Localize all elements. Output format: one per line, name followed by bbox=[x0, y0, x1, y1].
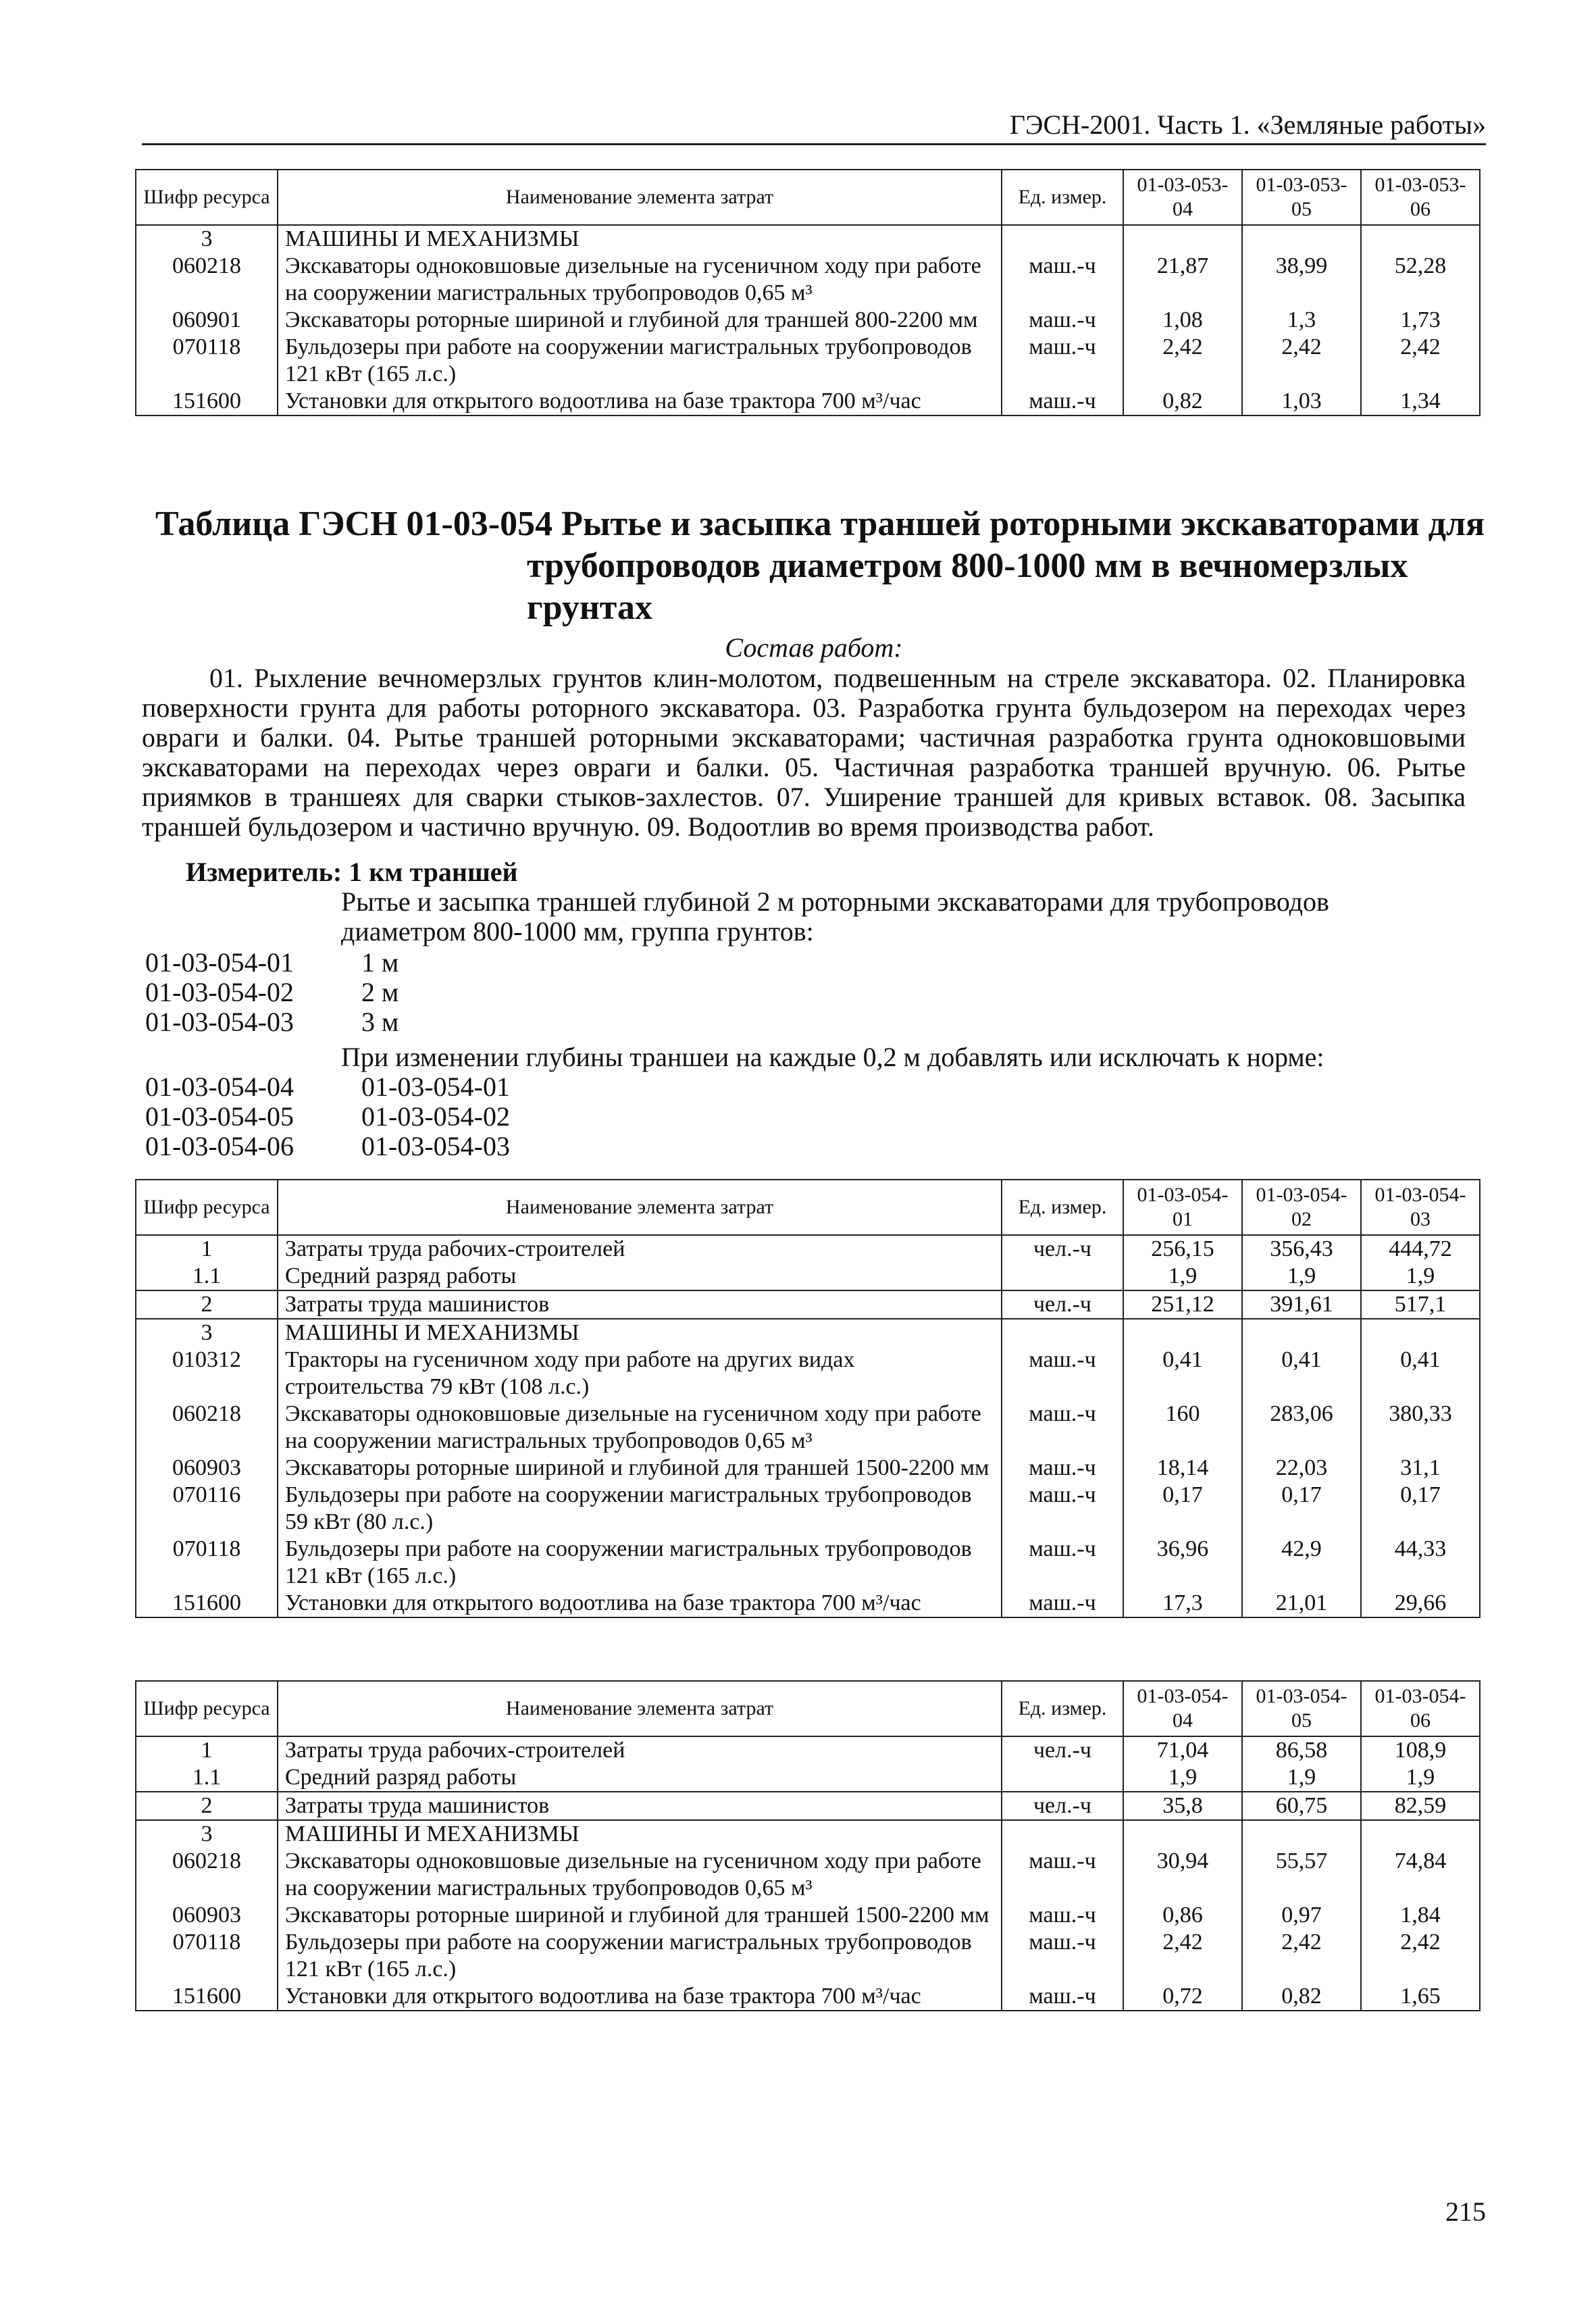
norm-value-cell: 1,9 bbox=[1361, 1764, 1480, 1792]
resource-code-cell: 060218 bbox=[136, 1401, 278, 1455]
cost-element-name-cell: Затраты труда рабочих-строителей bbox=[278, 1736, 1002, 1764]
norm-value-cell: 2,42 bbox=[1242, 1929, 1361, 1983]
cost-element-name-cell: Установки для открытого водоотлива на базе трактора 700 м³/час bbox=[278, 1590, 1002, 1617]
resource-code-cell: 070118 bbox=[136, 1536, 278, 1590]
norm-value-cell: 0,41 bbox=[1361, 1347, 1480, 1401]
table-row bbox=[136, 1482, 1480, 1536]
col-header-name: Наименование элемента затрат bbox=[278, 1681, 1002, 1736]
col-header-norm-1: 01-03-054-01 bbox=[1123, 1180, 1242, 1235]
cost-element-name-cell: Экскаваторы одноковшовые дизельные на гусеничном ходу при работе на сооружении магистральных трубопроводов 0,65 м³ bbox=[278, 253, 1002, 307]
norm-code-value: 3 м bbox=[361, 1007, 399, 1037]
norm-value-cell: 60,75 bbox=[1242, 1792, 1361, 1820]
norm-value-cell: 29,66 bbox=[1361, 1590, 1480, 1617]
table-row bbox=[136, 334, 1480, 388]
resource-code-cell: 151600 bbox=[136, 1590, 278, 1617]
cost-element-name-cell: Экскаваторы одноковшовые дизельные на гусеничном ходу при работе на сооружении магистральных трубопроводов 0,65 м³ bbox=[278, 1848, 1002, 1902]
cost-element-name-cell: Бульдозеры при работе на сооружении магистральных трубопроводов 59 кВт (80 л.с.) bbox=[278, 1482, 1002, 1536]
norm-value-cell: 1,9 bbox=[1123, 1764, 1242, 1792]
norm-value-cell: 1,84 bbox=[1361, 1902, 1480, 1929]
table-row bbox=[136, 1290, 1480, 1319]
unit-cell: маш.-ч bbox=[1002, 1983, 1123, 2011]
norm-value-cell: 42,9 bbox=[1242, 1536, 1361, 1590]
cost-element-name-cell: Экскаваторы одноковшовые дизельные на гусеничном ходу при работе на сооружении магистральных трубопроводов 0,65 м³ bbox=[278, 1401, 1002, 1455]
norm-value-cell: 0,82 bbox=[1242, 1983, 1361, 2011]
norm-value-cell: 356,43 bbox=[1242, 1235, 1361, 1263]
unit-cell bbox=[1002, 1764, 1123, 1792]
resource-code-cell: 1 bbox=[136, 1736, 278, 1764]
table-title-line-3: грунтах bbox=[527, 588, 652, 627]
norm-value-cell bbox=[1123, 1820, 1242, 1848]
col-header-norm-1: 01-03-054-04 bbox=[1123, 1681, 1242, 1736]
unit-cell: маш.-ч bbox=[1002, 388, 1123, 416]
norm-value-cell: 52,28 bbox=[1361, 253, 1480, 307]
resource-code-cell: 010312 bbox=[136, 1347, 278, 1401]
norm-table-054-01-03 bbox=[135, 1179, 1481, 1618]
table-row bbox=[136, 1764, 1480, 1792]
norm-value-cell: 18,14 bbox=[1123, 1455, 1242, 1482]
norm-value-cell: 444,72 bbox=[1361, 1235, 1480, 1263]
norm-value-cell: 0,17 bbox=[1123, 1482, 1242, 1536]
col-header-norm-2: 01-03-053-05 bbox=[1242, 170, 1361, 225]
norm-value-cell: 517,1 bbox=[1361, 1290, 1480, 1319]
table-row bbox=[136, 225, 1480, 253]
norm-value-cell: 74,84 bbox=[1361, 1848, 1480, 1902]
table-row bbox=[136, 307, 1480, 334]
cost-element-name-cell: Тракторы на гусеничном ходу при работе на других видах строительства 79 кВт (108 л.с.) bbox=[278, 1347, 1002, 1401]
norm-value-cell bbox=[1361, 225, 1480, 253]
unit-cell: чел.-ч bbox=[1002, 1736, 1123, 1764]
cost-element-name-cell: Бульдозеры при работе на сооружении магистральных трубопроводов 121 кВт (165 л.с.) bbox=[278, 334, 1002, 388]
cost-element-name-cell: МАШИНЫ И МЕХАНИЗМЫ bbox=[278, 1820, 1002, 1848]
cost-element-name-cell: Экскаваторы роторные шириной и глубиной для траншей 1500-2200 мм bbox=[278, 1902, 1002, 1929]
norm-code: 01-03-054-01 bbox=[145, 947, 294, 978]
norm-value-cell: 1,65 bbox=[1361, 1983, 1480, 2011]
resource-code-cell: 2 bbox=[136, 1792, 278, 1820]
table-header-row bbox=[136, 170, 1480, 225]
col-header-unit: Ед. измер. bbox=[1002, 170, 1123, 225]
norm-table-054-04-06 bbox=[135, 1680, 1481, 2011]
table-header-row bbox=[136, 1681, 1480, 1736]
resource-code-cell: 2 bbox=[136, 1290, 278, 1319]
norm-value-cell bbox=[1123, 1319, 1242, 1347]
norm-value-cell: 22,03 bbox=[1242, 1455, 1361, 1482]
col-header-norm-3: 01-03-054-03 bbox=[1361, 1180, 1480, 1235]
norm-value-cell: 0,17 bbox=[1242, 1482, 1361, 1536]
cost-element-name-cell: Затраты труда машинистов bbox=[278, 1290, 1002, 1319]
norm-code-value: 2 м bbox=[361, 977, 399, 1007]
resource-code-cell: 070118 bbox=[136, 334, 278, 388]
norm-value-cell: 0,72 bbox=[1123, 1983, 1242, 2011]
col-header-name: Наименование элемента затрат bbox=[278, 1180, 1002, 1235]
table-row bbox=[136, 1736, 1480, 1764]
norm-value-cell: 31,1 bbox=[1361, 1455, 1480, 1482]
unit-cell bbox=[1002, 1319, 1123, 1347]
unit-cell: маш.-ч bbox=[1002, 1347, 1123, 1401]
table-row bbox=[136, 1792, 1480, 1820]
cost-element-name-cell: Средний разряд работы bbox=[278, 1263, 1002, 1290]
resource-code-cell: 060901 bbox=[136, 307, 278, 334]
norm-value-cell: 0,41 bbox=[1242, 1347, 1361, 1401]
norm-value-cell: 0,17 bbox=[1361, 1482, 1480, 1536]
norm-value-cell: 0,97 bbox=[1242, 1902, 1361, 1929]
resource-code-cell: 070118 bbox=[136, 1929, 278, 1983]
measure-unit: Измеритель: 1 км траншей bbox=[186, 857, 518, 887]
norm-code: 01-03-054-02 bbox=[145, 977, 294, 1007]
resource-code-cell: 1.1 bbox=[136, 1764, 278, 1792]
composition-heading: Состав работ: bbox=[725, 632, 903, 663]
norm-value-cell: 1,9 bbox=[1361, 1263, 1480, 1290]
table-row bbox=[136, 1902, 1480, 1929]
table-row bbox=[136, 1929, 1480, 1983]
norm-value-cell: 2,42 bbox=[1123, 334, 1242, 388]
norm-value-cell: 71,04 bbox=[1123, 1736, 1242, 1764]
norm-value-cell: 17,3 bbox=[1123, 1590, 1242, 1617]
col-header-unit: Ед. измер. bbox=[1002, 1681, 1123, 1736]
table-row bbox=[136, 1319, 1480, 1347]
resource-code-cell: 151600 bbox=[136, 388, 278, 416]
norm-code: 01-03-054-04 bbox=[145, 1072, 294, 1102]
resource-code-cell: 1 bbox=[136, 1235, 278, 1263]
page-number: 215 bbox=[1445, 2196, 1486, 2227]
cost-element-name-cell: Бульдозеры при работе на сооружении магистральных трубопроводов 121 кВт (165 л.с.) bbox=[278, 1929, 1002, 1983]
norm-value-cell: 86,58 bbox=[1242, 1736, 1361, 1764]
table-row bbox=[136, 1983, 1480, 2011]
norm-value-cell: 1,9 bbox=[1242, 1263, 1361, 1290]
norm-value-cell: 55,57 bbox=[1242, 1848, 1361, 1902]
unit-cell: маш.-ч bbox=[1002, 334, 1123, 388]
col-header-norm-3: 01-03-054-06 bbox=[1361, 1681, 1480, 1736]
col-header-code: Шифр ресурса bbox=[136, 170, 278, 225]
unit-cell: маш.-ч bbox=[1002, 1536, 1123, 1590]
col-header-norm-2: 01-03-054-02 bbox=[1242, 1180, 1361, 1235]
col-header-code: Шифр ресурса bbox=[136, 1681, 278, 1736]
table-row bbox=[136, 1590, 1480, 1617]
norm-value-cell: 2,42 bbox=[1123, 1929, 1242, 1983]
norm-value-cell: 1,08 bbox=[1123, 307, 1242, 334]
norm-value-cell: 2,42 bbox=[1361, 1929, 1480, 1983]
norm-value-cell: 44,33 bbox=[1361, 1536, 1480, 1590]
cost-element-name-cell: Экскаваторы роторные шириной и глубиной для траншей 1500-2200 мм bbox=[278, 1455, 1002, 1482]
cost-element-name-cell: МАШИНЫ И МЕХАНИЗМЫ bbox=[278, 225, 1002, 253]
norm-value-cell: 2,42 bbox=[1242, 334, 1361, 388]
norm-value-cell bbox=[1242, 1820, 1361, 1848]
col-header-unit: Ед. измер. bbox=[1002, 1180, 1123, 1235]
col-header-norm-2: 01-03-054-05 bbox=[1242, 1681, 1361, 1736]
depth-adjustment-description: При изменении глубины траншеи на каждые 0,2 м добавлять или исключать к норме: bbox=[341, 1042, 1324, 1072]
composition-text: 01. Рыхление вечномерзлых грунтов клин-молотом, подвешенным на стреле экскаватора. 02. Планировка поверхности грунта для работы роторного экскаватора. 03. Разработка грунта бульдозером на переходах через овраги и балки. 04. Рытье траншей роторными экскаваторами; частичная разработка грунта одноковшовыми экскаваторами на переходах через овраги и балки. 05. Частичная разработка траншей вручную. 06. Рытье приямков в траншеях для сварки стыков-захлестов. 07. Уширение траншей для кривых вставок. 08. Засыпка траншей бульдозером и частично вручную. 09. Водоотлив во время производства работ. bbox=[142, 663, 1466, 842]
table-row bbox=[136, 1455, 1480, 1482]
norm-code: 01-03-054-06 bbox=[145, 1131, 294, 1161]
norm-value-cell: 35,8 bbox=[1123, 1792, 1242, 1820]
table-title-line-1: Таблица ГЭСН 01-03-054 Рытье и засыпка траншей роторными экскаваторами для bbox=[155, 505, 1485, 543]
norm-value-cell bbox=[1123, 225, 1242, 253]
norm-value-cell: 0,82 bbox=[1123, 388, 1242, 416]
table-row bbox=[136, 1263, 1480, 1290]
norm-value-cell: 0,86 bbox=[1123, 1902, 1242, 1929]
unit-cell: чел.-ч bbox=[1002, 1235, 1123, 1263]
norm-value-cell: 2,42 bbox=[1361, 334, 1480, 388]
unit-cell: маш.-ч bbox=[1002, 1455, 1123, 1482]
col-header-norm-1: 01-03-053-04 bbox=[1123, 170, 1242, 225]
norm-value-cell: 160 bbox=[1123, 1401, 1242, 1455]
table-row bbox=[136, 1401, 1480, 1455]
norm-code: 01-03-054-05 bbox=[145, 1101, 294, 1132]
table-row bbox=[136, 1848, 1480, 1902]
norm-value-cell: 256,15 bbox=[1123, 1235, 1242, 1263]
col-header-norm-3: 01-03-053-06 bbox=[1361, 170, 1480, 225]
cost-element-name-cell: Установки для открытого водоотлива на базе трактора 700 м³/час bbox=[278, 1983, 1002, 2011]
running-header: ГЭСН-2001. Часть 1. «Земляные работы» bbox=[1009, 109, 1486, 140]
col-header-name: Наименование элемента затрат bbox=[278, 170, 1002, 225]
unit-cell: маш.-ч bbox=[1002, 1482, 1123, 1536]
cost-element-name-cell: Бульдозеры при работе на сооружении магистральных трубопроводов 121 кВт (165 л.с.) bbox=[278, 1536, 1002, 1590]
table-title-line-2: трубопроводов диаметром 800-1000 мм в вечномерзлых bbox=[527, 547, 1408, 585]
unit-cell bbox=[1002, 225, 1123, 253]
norm-value-cell: 1,34 bbox=[1361, 388, 1480, 416]
resource-code-cell: 151600 bbox=[136, 1983, 278, 2011]
norm-value-cell: 1,3 bbox=[1242, 307, 1361, 334]
resource-code-cell: 1.1 bbox=[136, 1263, 278, 1290]
norm-code-value: 1 м bbox=[361, 947, 399, 978]
norm-value-cell: 283,06 bbox=[1242, 1401, 1361, 1455]
norm-table-053-continuation bbox=[135, 169, 1481, 416]
norm-value-cell: 391,61 bbox=[1242, 1290, 1361, 1319]
norm-value-cell: 21,87 bbox=[1123, 253, 1242, 307]
table-row bbox=[136, 1820, 1480, 1848]
table-row bbox=[136, 1536, 1480, 1590]
cost-element-name-cell: Затраты труда машинистов bbox=[278, 1792, 1002, 1820]
norm-value-cell: 21,01 bbox=[1242, 1590, 1361, 1617]
norm-value-cell: 30,94 bbox=[1123, 1848, 1242, 1902]
norm-code: 01-03-054-03 bbox=[145, 1007, 294, 1037]
norm-code-value: 01-03-054-01 bbox=[361, 1072, 510, 1102]
cost-element-name-cell: МАШИНЫ И МЕХАНИЗМЫ bbox=[278, 1319, 1002, 1347]
unit-cell: маш.-ч bbox=[1002, 1902, 1123, 1929]
norm-value-cell: 0,41 bbox=[1123, 1347, 1242, 1401]
norm-code-value: 01-03-054-02 bbox=[361, 1101, 510, 1132]
table-row bbox=[136, 1347, 1480, 1401]
table-title bbox=[135, 503, 1486, 629]
resource-code-cell: 060218 bbox=[136, 1848, 278, 1902]
unit-cell: маш.-ч bbox=[1002, 1401, 1123, 1455]
resource-code-cell: 070116 bbox=[136, 1482, 278, 1536]
unit-cell: маш.-ч bbox=[1002, 1848, 1123, 1902]
norm-value-cell: 1,73 bbox=[1361, 307, 1480, 334]
header-rule bbox=[142, 143, 1486, 145]
norm-code-value: 01-03-054-03 bbox=[361, 1131, 510, 1161]
norm-value-cell: 36,96 bbox=[1123, 1536, 1242, 1590]
resource-code-cell: 3 bbox=[136, 1820, 278, 1848]
norm-value-cell: 1,9 bbox=[1242, 1764, 1361, 1792]
unit-cell: маш.-ч bbox=[1002, 1590, 1123, 1617]
resource-code-cell: 060903 bbox=[136, 1455, 278, 1482]
table-row bbox=[136, 388, 1480, 416]
norm-value-cell: 1,03 bbox=[1242, 388, 1361, 416]
cost-element-name-cell: Затраты труда рабочих-строителей bbox=[278, 1235, 1002, 1263]
col-header-code: Шифр ресурса bbox=[136, 1180, 278, 1235]
norm-value-cell: 38,99 bbox=[1242, 253, 1361, 307]
norm-value-cell bbox=[1242, 1319, 1361, 1347]
resource-code-cell: 3 bbox=[136, 225, 278, 253]
table-row bbox=[136, 1235, 1480, 1263]
table-header-row bbox=[136, 1180, 1480, 1235]
unit-cell bbox=[1002, 1820, 1123, 1848]
cost-element-name-cell: Экскаваторы роторные шириной и глубиной для траншей 800-2200 мм bbox=[278, 307, 1002, 334]
norm-value-cell: 82,59 bbox=[1361, 1792, 1480, 1820]
resource-code-cell: 3 bbox=[136, 1319, 278, 1347]
resource-code-cell: 060903 bbox=[136, 1902, 278, 1929]
unit-cell: маш.-ч bbox=[1002, 253, 1123, 307]
cost-element-name-cell: Установки для открытого водоотлива на базе трактора 700 м³/час bbox=[278, 388, 1002, 416]
unit-cell: чел.-ч bbox=[1002, 1792, 1123, 1820]
resource-code-cell: 060218 bbox=[136, 253, 278, 307]
unit-cell: маш.-ч bbox=[1002, 307, 1123, 334]
norm-value-cell bbox=[1361, 1820, 1480, 1848]
cost-element-name-cell: Средний разряд работы bbox=[278, 1764, 1002, 1792]
norm-value-cell: 1,9 bbox=[1123, 1263, 1242, 1290]
norm-value-cell: 251,12 bbox=[1123, 1290, 1242, 1319]
norm-value-cell bbox=[1361, 1319, 1480, 1347]
norm-value-cell bbox=[1242, 225, 1361, 253]
unit-cell: чел.-ч bbox=[1002, 1290, 1123, 1319]
unit-cell: маш.-ч bbox=[1002, 1929, 1123, 1983]
norm-value-cell: 108,9 bbox=[1361, 1736, 1480, 1764]
norm-value-cell: 380,33 bbox=[1361, 1401, 1480, 1455]
unit-cell bbox=[1002, 1263, 1123, 1290]
norm-description: Рытье и засыпка траншей глубиной 2 м роторными экскаваторами для трубопроводов диаметром 800-1000 мм, группа грунтов: bbox=[341, 886, 1329, 947]
table-row bbox=[136, 253, 1480, 307]
